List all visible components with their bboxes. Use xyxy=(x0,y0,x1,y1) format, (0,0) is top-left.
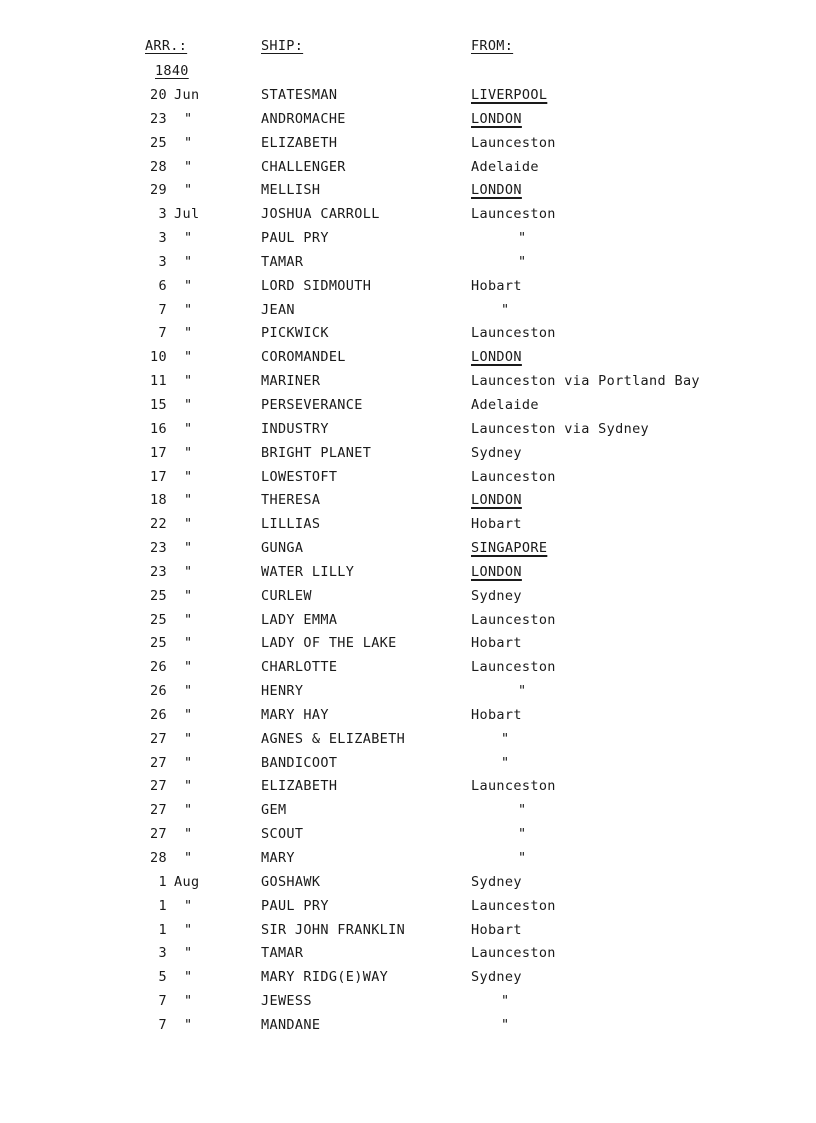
origin-port: " xyxy=(501,301,510,318)
arrival-day: 26 xyxy=(150,659,167,676)
origin-port: LONDON xyxy=(471,110,522,127)
arrival-month: " xyxy=(184,444,193,461)
arrival-day: 7 xyxy=(158,325,167,342)
ship-name: LORD SIDMOUTH xyxy=(261,277,372,294)
list-item xyxy=(0,275,816,299)
arrival-month: " xyxy=(184,993,193,1010)
ship-name: CHARLOTTE xyxy=(261,659,338,676)
origin-port: " xyxy=(501,993,510,1010)
arrival-month: Jun xyxy=(174,87,200,103)
list-item xyxy=(0,346,816,370)
list-item xyxy=(0,704,816,728)
list-item xyxy=(0,847,816,871)
arrival-day: 3 xyxy=(158,206,167,223)
ship-name: PAUL PRY xyxy=(261,230,329,247)
arrival-month: " xyxy=(184,516,193,533)
arrival-month: " xyxy=(184,778,193,795)
list-item xyxy=(0,895,816,919)
arrival-day: 26 xyxy=(150,683,167,700)
ship-name: BRIGHT PLANET xyxy=(261,444,372,461)
arrival-month: " xyxy=(184,468,193,485)
ship-name: SIR JOHN FRANKLIN xyxy=(261,921,406,938)
year-label: 1840 xyxy=(155,63,189,79)
ship-name: MARY RIDG(E)WAY xyxy=(261,969,389,986)
ship-name: HENRY xyxy=(261,683,304,700)
ship-name: ELIZABETH xyxy=(261,778,338,795)
ship-name: PICKWICK xyxy=(261,325,329,342)
arrival-month: Aug xyxy=(174,873,200,890)
list-item xyxy=(0,775,816,799)
origin-port: " xyxy=(518,802,527,819)
ship-name: ELIZABETH xyxy=(261,134,338,151)
arrival-day: 27 xyxy=(150,730,167,747)
arrival-day: 25 xyxy=(150,611,167,628)
arrival-month: " xyxy=(184,420,193,437)
arrivals-list xyxy=(0,84,816,1038)
ship-name: WATER LILLY xyxy=(261,563,355,580)
list-item xyxy=(0,394,816,418)
ship-name: MARY xyxy=(261,850,295,866)
list-item xyxy=(0,537,816,561)
arrival-month: " xyxy=(184,182,193,199)
ship-name: JEWESS xyxy=(261,993,312,1010)
ship-name: MANDANE xyxy=(261,1016,321,1033)
arrival-day: 11 xyxy=(150,373,167,390)
list-item xyxy=(0,132,816,156)
list-item xyxy=(0,632,816,656)
origin-port: LONDON xyxy=(471,182,522,199)
origin-port: Launceston xyxy=(471,468,556,485)
list-item xyxy=(0,108,816,132)
list-item xyxy=(0,871,816,895)
arrival-month: " xyxy=(184,587,193,604)
origin-port: SINGAPORE xyxy=(471,540,548,557)
list-item xyxy=(0,919,816,943)
arrival-month: " xyxy=(184,635,193,652)
ship-name: ANDROMACHE xyxy=(261,110,346,127)
arrival-month: " xyxy=(184,230,193,247)
ship-name: AGNES & ELIZABETH xyxy=(261,730,406,747)
arrival-day: 1 xyxy=(158,921,167,938)
origin-port: Launceston xyxy=(471,325,556,342)
ship-name: LADY EMMA xyxy=(261,611,338,628)
list-item xyxy=(0,299,816,323)
list-item xyxy=(0,513,816,537)
arrival-month: " xyxy=(184,969,193,986)
ship-name: JOSHUA CARROLL xyxy=(261,206,380,223)
ship-name: LOWESTOFT xyxy=(261,468,338,485)
ship-name: GOSHAWK xyxy=(261,873,321,890)
list-item xyxy=(0,466,816,490)
arrival-month: " xyxy=(184,540,193,557)
arrival-month: " xyxy=(184,253,193,270)
list-item xyxy=(0,179,816,203)
origin-port: LONDON xyxy=(471,349,522,366)
origin-port: Launceston xyxy=(471,611,556,628)
origin-port: " xyxy=(518,230,527,247)
list-item xyxy=(0,585,816,609)
arrival-month: " xyxy=(184,325,193,342)
arrival-month: Jul xyxy=(174,206,200,223)
arrival-day: 3 xyxy=(158,253,167,270)
origin-port: Adelaide xyxy=(471,396,539,413)
list-item xyxy=(0,1014,816,1038)
list-item xyxy=(0,656,816,680)
origin-port: Hobart xyxy=(471,706,522,723)
list-item xyxy=(0,752,816,776)
ship-name: PERSEVERANCE xyxy=(261,396,363,413)
arrival-month: " xyxy=(184,396,193,413)
ship-name: TAMAR xyxy=(261,253,304,270)
origin-port: Launceston xyxy=(471,897,556,914)
origin-port: Launceston xyxy=(471,778,556,795)
arrival-day: 28 xyxy=(150,850,167,866)
arrival-day: 23 xyxy=(150,563,167,580)
ship-name: LADY OF THE LAKE xyxy=(261,635,397,652)
origin-port: LONDON xyxy=(471,563,522,580)
arrival-month: " xyxy=(184,563,193,580)
arrival-day: 23 xyxy=(150,110,167,127)
arrival-day: 18 xyxy=(150,492,167,509)
ship-name: CHALLENGER xyxy=(261,158,346,175)
arrival-day: 25 xyxy=(150,134,167,151)
arrival-day: 7 xyxy=(158,301,167,318)
origin-port: Adelaide xyxy=(471,158,539,175)
arrival-month: " xyxy=(184,921,193,938)
origin-port: " xyxy=(501,730,510,747)
list-item xyxy=(0,227,816,251)
origin-port: Hobart xyxy=(471,635,522,652)
list-item xyxy=(0,728,816,752)
arrival-month: " xyxy=(184,850,193,866)
arrival-day: 17 xyxy=(150,468,167,485)
arrival-month: " xyxy=(184,706,193,723)
arrival-month: " xyxy=(184,683,193,700)
arrival-month: " xyxy=(184,134,193,151)
list-item xyxy=(0,489,816,513)
arrival-day: 1 xyxy=(158,873,167,890)
arrival-month: " xyxy=(184,277,193,294)
arrival-day: 3 xyxy=(158,945,167,962)
arrival-day: 22 xyxy=(150,516,167,533)
origin-port: " xyxy=(518,253,527,270)
arrival-day: 27 xyxy=(150,826,167,843)
origin-port: " xyxy=(518,826,527,843)
arrival-day: 17 xyxy=(150,444,167,461)
list-item xyxy=(0,561,816,585)
ship-name: THERESA xyxy=(261,492,321,509)
list-item xyxy=(0,680,816,704)
list-item xyxy=(0,418,816,442)
origin-port: LIVERPOOL xyxy=(471,87,548,103)
list-item xyxy=(0,370,816,394)
arrival-day: 3 xyxy=(158,230,167,247)
ship-name: MELLISH xyxy=(261,182,321,199)
arrival-day: 20 xyxy=(150,87,167,103)
ship-name: INDUSTRY xyxy=(261,420,329,437)
origin-port: Sydney xyxy=(471,587,522,604)
header-ship: SHIP: xyxy=(261,38,304,54)
ship-name: BANDICOOT xyxy=(261,754,338,771)
header-arrival: ARR.: xyxy=(145,38,188,54)
list-item xyxy=(0,966,816,990)
ship-name: MARINER xyxy=(261,373,321,390)
arrival-month: " xyxy=(184,659,193,676)
list-item xyxy=(0,799,816,823)
origin-port: Hobart xyxy=(471,277,522,294)
arrival-day: 15 xyxy=(150,396,167,413)
arrival-month: " xyxy=(184,110,193,127)
list-item xyxy=(0,84,816,108)
origin-port: Hobart xyxy=(471,516,522,533)
origin-port: " xyxy=(518,683,527,700)
origin-port: Sydney xyxy=(471,444,522,461)
ship-name: CURLEW xyxy=(261,587,312,604)
origin-port: Launceston via Portland Bay xyxy=(471,373,700,390)
arrival-month: " xyxy=(184,349,193,366)
origin-port: Launceston xyxy=(471,206,556,223)
arrival-month: " xyxy=(184,897,193,914)
arrival-day: 27 xyxy=(150,778,167,795)
list-item xyxy=(0,990,816,1014)
ship-name: COROMANDEL xyxy=(261,349,346,366)
list-item xyxy=(0,322,816,346)
origin-port: " xyxy=(501,754,510,771)
arrival-month: " xyxy=(184,301,193,318)
arrival-day: 28 xyxy=(150,158,167,175)
arrival-month: " xyxy=(184,945,193,962)
arrival-month: " xyxy=(184,730,193,747)
origin-port: LONDON xyxy=(471,492,522,509)
arrival-day: 25 xyxy=(150,587,167,604)
arrival-day: 1 xyxy=(158,897,167,914)
origin-port: Hobart xyxy=(471,921,522,938)
list-item xyxy=(0,823,816,847)
ship-name: JEAN xyxy=(261,301,295,318)
ship-name: STATESMAN xyxy=(261,87,338,103)
origin-port: Launceston xyxy=(471,134,556,151)
origin-port: Sydney xyxy=(471,969,522,986)
arrival-day: 10 xyxy=(150,349,167,366)
ship-name: PAUL PRY xyxy=(261,897,329,914)
arrival-month: " xyxy=(184,754,193,771)
arrival-month: " xyxy=(184,611,193,628)
origin-port: Launceston xyxy=(471,659,556,676)
arrival-month: " xyxy=(184,492,193,509)
arrival-day: 26 xyxy=(150,706,167,723)
arrival-day: 7 xyxy=(158,1016,167,1033)
arrival-month: " xyxy=(184,1016,193,1033)
arrival-day: 5 xyxy=(158,969,167,986)
origin-port: Launceston xyxy=(471,945,556,962)
arrival-day: 25 xyxy=(150,635,167,652)
ship-name: SCOUT xyxy=(261,826,304,843)
arrival-month: " xyxy=(184,373,193,390)
origin-port: " xyxy=(501,1016,510,1033)
arrival-day: 16 xyxy=(150,420,167,437)
ship-name: GEM xyxy=(261,802,287,819)
header-from: FROM: xyxy=(471,38,514,54)
list-item xyxy=(0,203,816,227)
list-item xyxy=(0,609,816,633)
arrival-day: 29 xyxy=(150,182,167,199)
origin-port: " xyxy=(518,850,527,866)
list-item xyxy=(0,942,816,966)
origin-port: Launceston via Sydney xyxy=(471,420,650,437)
list-item xyxy=(0,251,816,275)
ship-name: TAMAR xyxy=(261,945,304,962)
arrival-day: 27 xyxy=(150,802,167,819)
arrival-day: 7 xyxy=(158,993,167,1010)
arrival-day: 23 xyxy=(150,540,167,557)
list-item xyxy=(0,442,816,466)
origin-port: Sydney xyxy=(471,873,522,890)
arrival-day: 6 xyxy=(158,277,167,294)
arrival-day: 27 xyxy=(150,754,167,771)
list-item xyxy=(0,156,816,180)
arrival-month: " xyxy=(184,826,193,843)
arrival-month: " xyxy=(184,802,193,819)
ship-name: MARY HAY xyxy=(261,706,329,723)
ship-name: GUNGA xyxy=(261,540,304,557)
arrival-month: " xyxy=(184,158,193,175)
ship-name: LILLIAS xyxy=(261,516,321,533)
